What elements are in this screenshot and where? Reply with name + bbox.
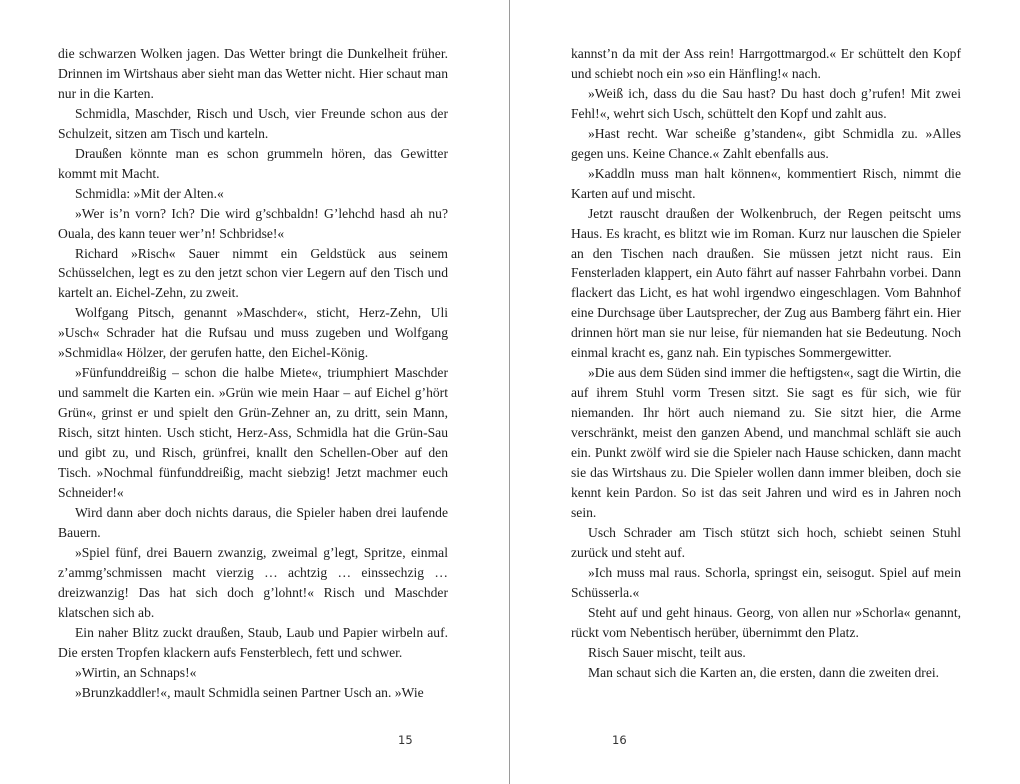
paragraph: Wird dann aber doch nichts daraus, die Spieler haben drei laufende Bauern. — [58, 504, 448, 540]
right-page-number: 16 — [612, 733, 627, 747]
paragraph: »Die aus dem Süden sind immer die heftigsten«, sagt die Wirtin, die auf ihrem Stuhl vorm Tresen sitzt. Sie sagt es für sich, wie für niemanden. Ihr hört auch niemand zu. Sie sitzt hier, die Arme verschränkt, meist den ganzen Abend, und manchmal schläft sie auch ein. Punkt zwölf wird sie die Spieler nach Hause schicken, dann macht sie das Wirtshaus zu. Die Spieler wollen dann immer bleiben, doch sie kennt kein Pardon. So ist das seit Jahren und wird es in Jahren noch sein. — [571, 365, 961, 520]
paragraph: Ein naher Blitz zuckt draußen, Staub, Laub und Papier wirbeln auf. Die ersten Tropfen klackern aufs Fensterblech, fett und schwer. — [58, 624, 448, 660]
paragraph: »Wer is’n vorn? Ich? Die wird g’schbaldn! G’lehchd hasd ah nu? Ouala, des kann teuer wer’n! Schbridse!« — [58, 205, 448, 241]
paragraph: Usch Schrader am Tisch stützt sich hoch, schiebt seinen Stuhl zurück und steht auf. — [571, 524, 961, 560]
left-page-text — [58, 44, 448, 702]
paragraph: Richard »Risch« Sauer nimmt ein Geldstück aus seinem Schüsselchen, legt es zu den jetzt schon vier Legern auf den Tisch und kartelt an. Eichel-Zehn, zu zweit. — [58, 245, 448, 301]
left-page-number: 15 — [398, 733, 413, 747]
paragraph: »Spiel fünf, drei Bauern zwanzig, zweimal g’legt, Spritze, einmal z’ammg’schmissen macht vierzig … achtzig … einssechzig … dreizwanzig! Das hat sich doch g’lohnt!« Risch und Maschder klatschen sich ab. — [58, 544, 448, 620]
right-page-text — [571, 44, 961, 683]
paragraph: Schmidla: »Mit der Alten.« — [75, 185, 224, 201]
paragraph: Jetzt rauscht draußen der Wolkenbruch, der Regen peitscht ums Haus. Es kracht, es blitzt wie im Roman. Kurz nur lauschen die Spieler an den Tischen nach draußen. Sie müssen jetzt nicht raus. Ein Fensterladen klappert, ein Auto fährt auf nasser Fahrbahn vorbei. Dann flackert das Licht, es hat wohl irgendwo eingeschlagen. Vom Bahnhof eine Durchsage über Lautsprecher, der Zug aus Bamberg fährt ein. Hier drinnen hört man sie nur leise, für niemanden hat sie Bedeutung. Noch einmal kracht es, ganz nah. Ein typisches Sommergewitter. — [571, 205, 961, 361]
paragraph: Draußen könnte man es schon grummeln hören, das Gewitter kommt mit Macht. — [58, 145, 448, 181]
paragraph: »Kaddln muss man halt können«, kommentiert Risch, nimmt die Karten auf und mischt. — [571, 165, 961, 201]
paragraph: Schmidla, Maschder, Risch und Usch, vier Freunde schon aus der Schulzeit, sitzen am Tisch und karteln. — [58, 105, 448, 141]
paragraph: »Fünfunddreißig – schon die halbe Miete«, triumphiert Maschder und sammelt die Karten ein. »Grün wie mein Haar – auf Eichel g’hört Grün«, grinst er und spielt den Grün-Zehner an, zu dritt, sein Mann, Risch, sitzt hinten. Usch sticht, Herz-Ass, Schmidla hat die Grün-Sau und gibt zu, und Risch, grünfrei, knallt den Schellen-Ober auf den Tisch. »Nochmal fünfunddreißig, macht siebzig! Jetzt machmer euch Schneider!« — [58, 365, 448, 500]
paragraph: Risch Sauer mischt, teilt aus. — [588, 644, 746, 660]
paragraph: »Hast recht. War scheiße g’standen«, gibt Schmidla zu. »Alles gegen uns. Keine Chance.« Zahlt ebenfalls aus. — [571, 125, 961, 161]
paragraph: »Brunzkaddler!«, mault Schmidla seinen Partner Usch an. »Wie — [75, 684, 424, 700]
paragraph: Wolfgang Pitsch, genannt »Maschder«, sticht, Herz-Zehn, Uli »Usch« Schrader hat die Rufsau und muss zugeben und Wolfgang »Schmidla« Hölzer, der gerufen hatte, den Eichel-König. — [58, 305, 448, 361]
paragraph: »Weiß ich, dass du die Sau hast? Du hast doch g’rufen! Mit zwei Fehl!«, wehrt sich Usch, schüttelt den Kopf und zahlt aus. — [571, 85, 961, 121]
paragraph: »Ich muss mal raus. Schorla, springst ein, seisogut. Spiel auf mein Schüsserla.« — [571, 564, 961, 600]
paragraph: kannst’n da mit der Ass rein! Harrgottmargod.« Er schüttelt den Kopf und schiebt noch ein »so ein Hänfling!« nach. — [571, 46, 961, 81]
paragraph: »Wirtin, an Schnaps!« — [75, 664, 197, 680]
page-gutter-divider — [509, 0, 510, 784]
paragraph: Steht auf und geht hinaus. Georg, von allen nur »Schorla« genannt, rückt vom Nebentisch herüber, übernimmt den Platz. — [571, 604, 961, 640]
paragraph: die schwarzen Wolken jagen. Das Wetter bringt die Dunkelheit früher. Drinnen im Wirtshaus aber sieht man das Wetter nicht. Hier schaut man nur in die Karten. — [58, 46, 448, 101]
paragraph: Man schaut sich die Karten an, die ersten, dann die zweiten drei. — [588, 664, 940, 680]
